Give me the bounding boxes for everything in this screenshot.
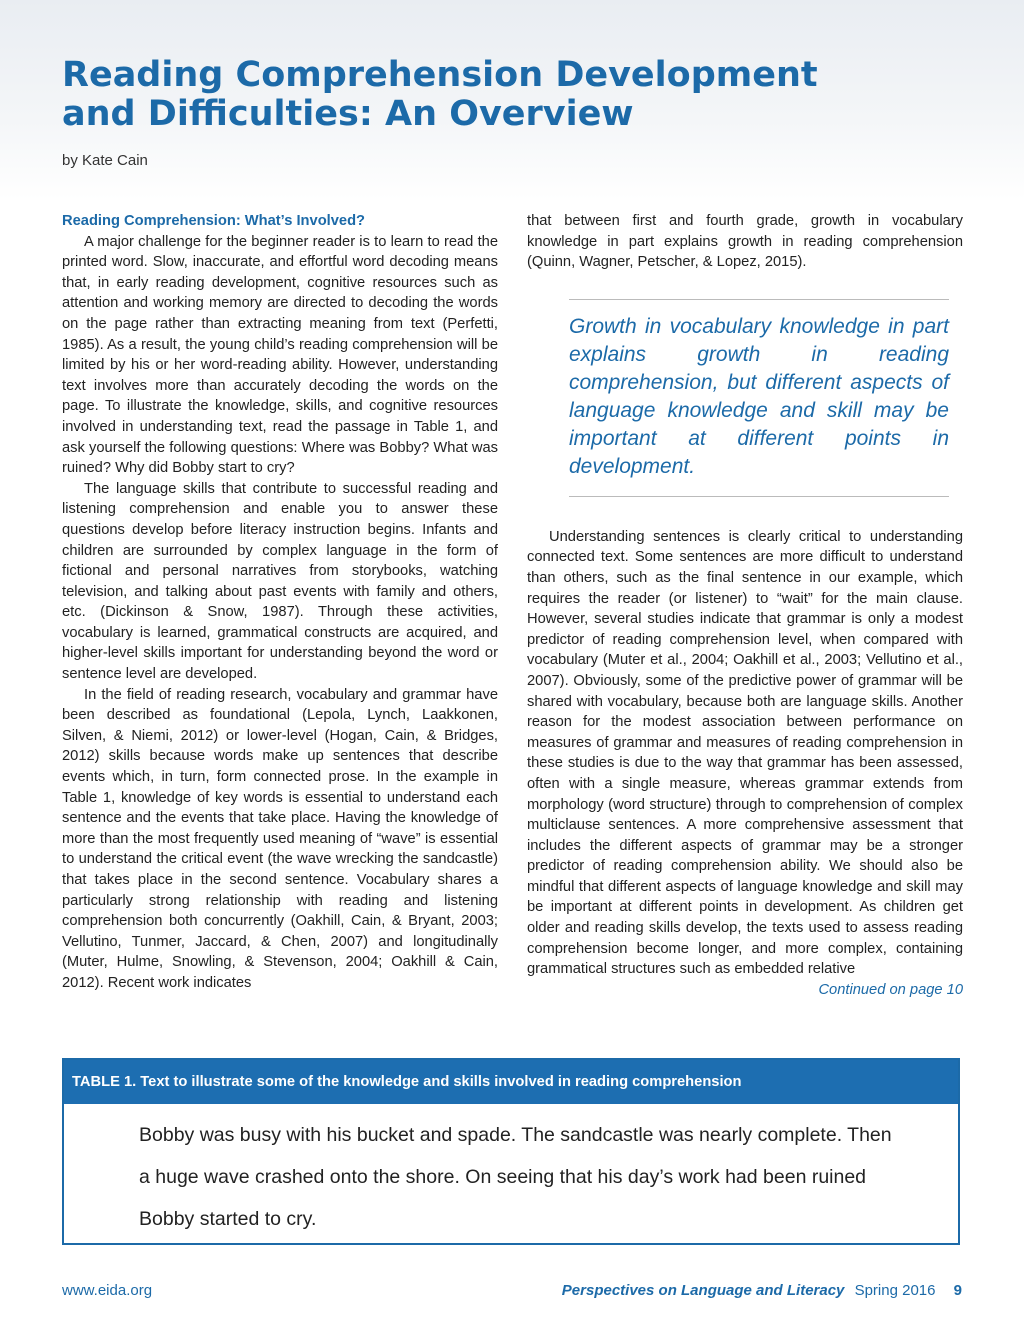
body-paragraph: A major challenge for the beginner reader is to learn to read the printed word. Slow, inaccurate, and effortful word decoding means that, in early reading development, cognitive resources such as attention and working memory are directed to decoding the words on the page rather than extracting meaning from text (Perfetti, 1985). As a result, the young child’s reading comprehension will be limited by his or her word-reading ability. However, understanding text involves more than accurately decoding the words on the page. To illustrate the knowledge, skills, and cognitive resources involved in understanding text, read the passage in Table 1, and ask yourself the following questions: Where was Bobby? What was ruined? Why did Bobby start to cry? — [62, 233, 498, 477]
table-1 — [62, 1058, 960, 1245]
byline: by Kate Cain — [62, 152, 148, 169]
table-caption: TABLE 1. Text to illustrate some of the knowledge and skills involved in reading comprehension — [64, 1060, 958, 1104]
footer-publication — [562, 1282, 962, 1299]
pull-quote — [569, 299, 949, 497]
pull-quote-text: Growth in vocabulary knowledge in part explains growth in reading comprehension, but different aspects of language knowledge and skill may be important at different points in development. — [569, 314, 949, 478]
article-title — [62, 56, 818, 134]
continued-link[interactable]: Continued on page 10 — [818, 981, 963, 998]
footer-website[interactable]: www.eida.org — [62, 1282, 153, 1299]
section-heading: Reading Comprehension: What’s Involved? — [62, 213, 366, 229]
body-paragraph: The language skills that contribute to successful reading and listening comprehension and enable you to answer these questions develop before literacy instruction begins. Infants and children are surrounded by complex language in the form of fictional and personal narratives from storybooks, watching television, and talking about past events with family and others, etc. (Dickinson & Snow, 1987). Through these activities, vocabulary is learned, grammatical constructs are acquired, and higher-level skills important for understanding beyond the word or sentence level are developed. — [62, 480, 498, 683]
footer-issue: Spring 2016 — [854, 1282, 936, 1299]
body-paragraph: In the field of reading research, vocabulary and grammar have been described as foundational (Lepola, Lynch, Laakkonen, Silven, & Niemi, 2012) or lower-level (Hogan, Cain, & Bridges, 2012) skills because words make up sentences that describe events which, in turn, form connected prose. In the example in Table 1, knowledge of key words is essential to understand each sentence and the events that take place. Having the knowledge of more than the most frequently used meaning of “wave” is essential to understand the critical event (the wave wrecking the sandcastle) that takes place in the second sentence. Vocabulary shares a particularly strong relationship with reading and listening comprehension both concurrently (Oakhill, Cain, & Bryant, 2003; Vellutino, Tunmer, Jaccard, & Chen, 2007) and longitudinally (Muter, Hulme, Snowling, & Stevenson, 2004; Oakhill & Cain, 2012). Recent work indicates — [62, 686, 498, 991]
table-passage: Bobby was busy with his bucket and spade. The sandcastle was nearly complete. Then a huge wave crashed onto the shore. On seeing that his day’s work had been ruined Bobby started to cry. — [139, 1124, 892, 1230]
title-line-1: Reading Comprehension Development — [62, 55, 818, 95]
body-paragraph: that between first and fourth grade, growth in vocabulary knowledge in part explains growth in reading comprehension (Quinn, Wagner, Petscher, & Lopez, 2015). — [527, 213, 963, 271]
right-column — [527, 211, 963, 1000]
left-column — [62, 211, 498, 994]
footer-journal: Perspectives on Language and Literacy — [561, 1282, 845, 1299]
spacer — [527, 497, 963, 527]
body-paragraph: Understanding sentences is clearly critical to understanding connected text. Some sentences are more difficult to understand than others, such as the final sentence in our example, which requires the reader (or listener) to “wait” for the main clause. However, several studies indicate that grammar is only a modest predictor of reading comprehension level, when compared with vocabulary (Muter et al., 2004; Oakhill et al., 2003; Vellutino et al., 2007). Obviously, some of the predictive power of grammar will be shared with vocabulary, because both are language skills. Another reason for the modest association between performance on measures of grammar and measures of reading comprehension in these studies is due to the way that grammar has been assessed, often with a single measure, whereas grammar extends from morphology (word structure) through to comprehension of complex multiclause sentences. A more comprehensive assessment that includes the different aspects of grammar may be a stronger predictor of reading comprehension ability. We should also be mindful that different aspects of language knowledge and skill may be important at different points in development. As children get older and reading skills develop, the texts used to assess reading comprehension become longer, and more complex, containing grammatical structures such as embedded relative — [527, 528, 963, 978]
page-number: 9 — [953, 1282, 962, 1299]
title-line-2: and Difficulties: An Overview — [62, 94, 634, 134]
